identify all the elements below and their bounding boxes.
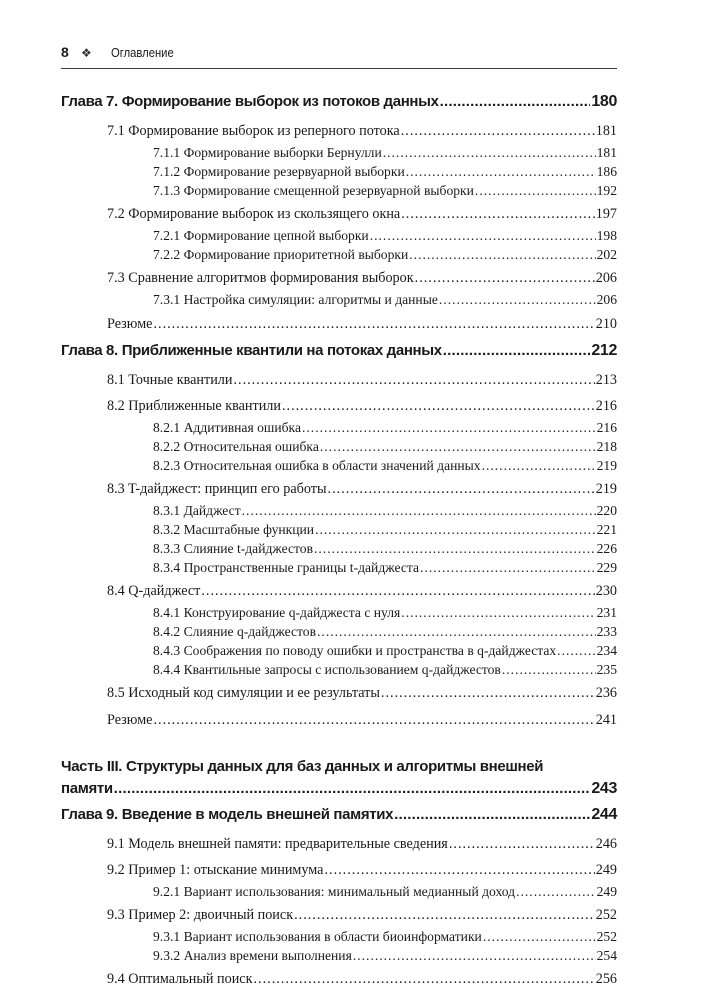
toc-page-number: 216 [595, 398, 617, 414]
toc-subsection-9-3-1[interactable] [61, 927, 617, 946]
toc-label: 8.2 Приближенные квантили [107, 398, 281, 414]
toc-subsection-8-3-2[interactable] [61, 520, 617, 539]
toc-page-number: 219 [595, 481, 617, 497]
toc-subsection-9-2-1[interactable] [61, 882, 617, 901]
dot-leader [420, 558, 596, 577]
ornament-icon: ❖ [81, 46, 92, 60]
dot-leader [328, 478, 595, 501]
toc-part-3-line1 [61, 756, 617, 778]
toc-label: Глава 9. Введение в модель внешней памятих [61, 806, 394, 823]
toc-page-number: 216 [596, 420, 617, 435]
dot-leader [449, 833, 595, 856]
toc-subsection-9-3-2[interactable] [61, 946, 617, 965]
toc-label: 9.3.2 Анализ времени выполнения [153, 948, 352, 963]
running-title: Оглавление [111, 46, 174, 60]
dot-leader [483, 927, 596, 946]
toc-label: Резюме [107, 712, 153, 728]
toc-section-9-3[interactable] [61, 904, 617, 927]
toc-page-number: 181 [595, 123, 617, 139]
toc-page-number: 212 [591, 342, 617, 359]
toc-subsection-7-1-3[interactable] [61, 181, 617, 200]
toc-label: 7.1.2 Формирование резервуарной выборки [153, 164, 405, 179]
toc-subsection-8-3-1[interactable] [61, 501, 617, 520]
toc-subsection-8-4-3[interactable] [61, 641, 617, 660]
toc-label: 8.3.2 Масштабные функции [153, 522, 315, 537]
toc-label: 9.4 Оптимальный поиск [107, 971, 253, 987]
toc-page-number: 220 [596, 503, 617, 518]
toc-section-8-5[interactable] [61, 682, 617, 705]
dot-leader [502, 660, 596, 679]
toc-page-number: 206 [596, 292, 617, 307]
toc-label: 8.3.3 Слияние t-дайджестов [153, 541, 313, 556]
toc-label: Часть III. Структуры данных для баз данных и алгоритмы внешней [61, 758, 544, 775]
running-header [61, 44, 617, 69]
toc-page-number: 233 [596, 624, 617, 639]
toc-section-8-1[interactable] [61, 369, 617, 392]
toc-label: 9.3.1 Вариант использования в области биоинформатики [153, 929, 482, 944]
toc-chapter-7[interactable] [61, 87, 617, 117]
toc-label: 7.2.1 Формирование цепной выборки [153, 228, 369, 243]
toc-label: 9.2 Пример 1: отыскание минимума [107, 862, 324, 878]
toc-page-number: 202 [596, 247, 617, 262]
toc-page-number: 256 [595, 971, 617, 987]
toc-page-number: 249 [595, 862, 617, 878]
toc-subsection-8-3-4[interactable] [61, 558, 617, 577]
toc-label: 7.1.3 Формирование смещенной резервуарной выборки [153, 183, 474, 198]
toc-label: 8.2.1 Аддитивная ошибка [153, 420, 301, 435]
toc-label: 9.1 Модель внешней памяти: предварительные сведения [107, 836, 448, 852]
toc-page-number: 252 [596, 929, 617, 944]
toc-label: 8.4.2 Слияние q-дайджестов [153, 624, 317, 639]
toc-label: 8.4.1 Конструирование q-дайджеста с нуля [153, 605, 401, 620]
toc-section-7-2[interactable] [61, 203, 617, 226]
toc-label: 7.2.2 Формирование приоритетной выборки [153, 247, 409, 262]
toc-page-number: 192 [596, 183, 617, 198]
toc-label: 8.3 T-дайджест: принцип его работы [107, 481, 327, 497]
dot-leader [557, 641, 595, 660]
toc-chapter-9[interactable] [61, 800, 617, 830]
toc-label: 8.3.4 Пространственные границы t-дайджеста [153, 560, 420, 575]
toc-summary-8[interactable] [61, 709, 617, 732]
toc-page-number: 243 [591, 780, 617, 797]
toc-label: 8.4 Q-дайджест [107, 583, 201, 599]
dot-leader [381, 682, 595, 705]
toc-page-number: 234 [596, 643, 617, 658]
dot-leader [370, 226, 596, 245]
dot-leader [317, 622, 596, 641]
toc-subsection-8-3-3[interactable] [61, 539, 617, 558]
dot-leader [254, 968, 595, 991]
toc-page-number: 236 [595, 685, 617, 701]
toc-page-number: 249 [596, 884, 617, 899]
dot-leader [324, 859, 594, 882]
toc-subsection-7-2-1[interactable] [61, 226, 617, 245]
toc-label: 8.5 Исходный код симуляции и ее результаты [107, 685, 380, 701]
toc-page-number: 206 [595, 270, 617, 286]
toc-subsection-8-4-4[interactable] [61, 660, 617, 679]
dot-leader [406, 162, 596, 181]
dot-leader [320, 437, 596, 456]
toc-page-number: 244 [591, 806, 617, 823]
spacer [61, 732, 617, 756]
toc-subsection-7-1-1[interactable] [61, 143, 617, 162]
toc-label: 9.2.1 Вариант использования: минимальный медианный доход [153, 884, 516, 899]
toc-label: 7.1 Формирование выборок из реперного потока [107, 123, 400, 139]
dot-leader [242, 501, 596, 520]
toc-section-7-1[interactable] [61, 120, 617, 143]
dot-leader [314, 539, 596, 558]
toc-section-8-2[interactable] [61, 395, 617, 418]
toc-label: 8.2.2 Относительная ошибка [153, 439, 319, 454]
dot-leader [233, 369, 594, 392]
toc-label: 7.2 Формирование выборок из скользящего окна [107, 206, 401, 222]
dot-leader [383, 143, 596, 162]
dot-leader [440, 87, 591, 117]
toc-label: 8.3.1 Дайджест [153, 503, 241, 518]
toc-subsection-8-2-3[interactable] [61, 456, 617, 475]
toc-section-9-2[interactable] [61, 859, 617, 882]
toc-page-number: 213 [595, 372, 617, 388]
toc-label: Глава 7. Формирование выборок из потоков данных [61, 93, 439, 110]
dot-leader [282, 395, 595, 418]
toc-page-number: 197 [595, 206, 617, 222]
toc-section-8-4[interactable] [61, 580, 617, 603]
page-number: 8 [61, 44, 69, 60]
toc-page-number: 218 [596, 439, 617, 454]
toc-label: 8.4.4 Квантильные запросы с использованием q-дайджестов [153, 662, 501, 677]
dot-leader [201, 580, 594, 603]
toc-subsection-8-4-2[interactable] [61, 622, 617, 641]
toc-label: памяти [61, 780, 113, 797]
toc-subsection-8-4-1[interactable] [61, 603, 617, 622]
toc-chapter-8[interactable] [61, 336, 617, 366]
toc-subsection-8-2-2[interactable] [61, 437, 617, 456]
toc-subsection-7-3-1[interactable] [61, 290, 617, 309]
toc-page-number: 230 [595, 583, 617, 599]
dot-leader [114, 778, 591, 800]
toc-label: 7.3.1 Настройка симуляции: алгоритмы и данные [153, 292, 438, 307]
toc-page-number: 252 [595, 907, 617, 923]
toc-page [61, 44, 617, 991]
dot-leader [401, 120, 595, 143]
toc-page-number: 229 [596, 560, 617, 575]
dot-leader [439, 290, 596, 309]
toc-page-number: 180 [591, 93, 617, 110]
dot-leader [443, 336, 591, 366]
table-of-contents [61, 87, 617, 991]
toc-subsection-7-2-2[interactable] [61, 245, 617, 264]
toc-page-number: 219 [596, 458, 617, 473]
toc-label: 7.3 Сравнение алгоритмов формирования выборок [107, 270, 414, 286]
toc-page-number: 198 [596, 228, 617, 243]
dot-leader [153, 709, 594, 732]
toc-label: 8.2.3 Относительная ошибка в области значений данных [153, 458, 481, 473]
dot-leader [415, 267, 595, 290]
dot-leader [353, 946, 596, 965]
toc-part-3[interactable] [61, 756, 617, 800]
dot-leader [302, 418, 596, 437]
dot-leader [401, 203, 594, 226]
toc-part-3-line2 [61, 778, 617, 800]
dot-leader [516, 882, 596, 901]
dot-leader [294, 904, 595, 927]
toc-subsection-7-1-2[interactable] [61, 162, 617, 181]
dot-leader [401, 603, 595, 622]
toc-page-number: 235 [596, 662, 617, 677]
toc-page-number: 246 [595, 836, 617, 852]
toc-label: Глава 8. Приближенные квантили на потоках данных [61, 342, 442, 359]
toc-page-number: 210 [595, 316, 617, 332]
toc-subsection-8-2-1[interactable] [61, 418, 617, 437]
dot-leader [315, 520, 596, 539]
dot-leader [394, 800, 590, 830]
toc-page-number: 241 [595, 712, 617, 728]
toc-page-number: 254 [596, 948, 617, 963]
toc-summary-7[interactable] [61, 313, 617, 336]
toc-label: Резюме [107, 316, 153, 332]
dot-leader [482, 456, 596, 475]
dot-leader [475, 181, 596, 200]
dot-leader [153, 313, 594, 336]
toc-section-9-1[interactable] [61, 833, 617, 856]
dot-leader [409, 245, 595, 264]
toc-section-8-3[interactable] [61, 478, 617, 501]
toc-page-number: 226 [596, 541, 617, 556]
toc-page-number: 186 [596, 164, 617, 179]
toc-section-9-4[interactable] [61, 968, 617, 991]
toc-label: 8.4.3 Соображения по поводу ошибки и пространства в q-дайджестах [153, 643, 557, 658]
toc-page-number: 231 [596, 605, 617, 620]
toc-page-number: 181 [596, 145, 617, 160]
toc-page-number: 221 [596, 522, 617, 537]
toc-label: 9.3 Пример 2: двоичный поиск [107, 907, 294, 923]
toc-label: 7.1.1 Формирование выборки Бернулли [153, 145, 382, 160]
toc-label: 8.1 Точные квантили [107, 372, 233, 388]
toc-section-7-3[interactable] [61, 267, 617, 290]
